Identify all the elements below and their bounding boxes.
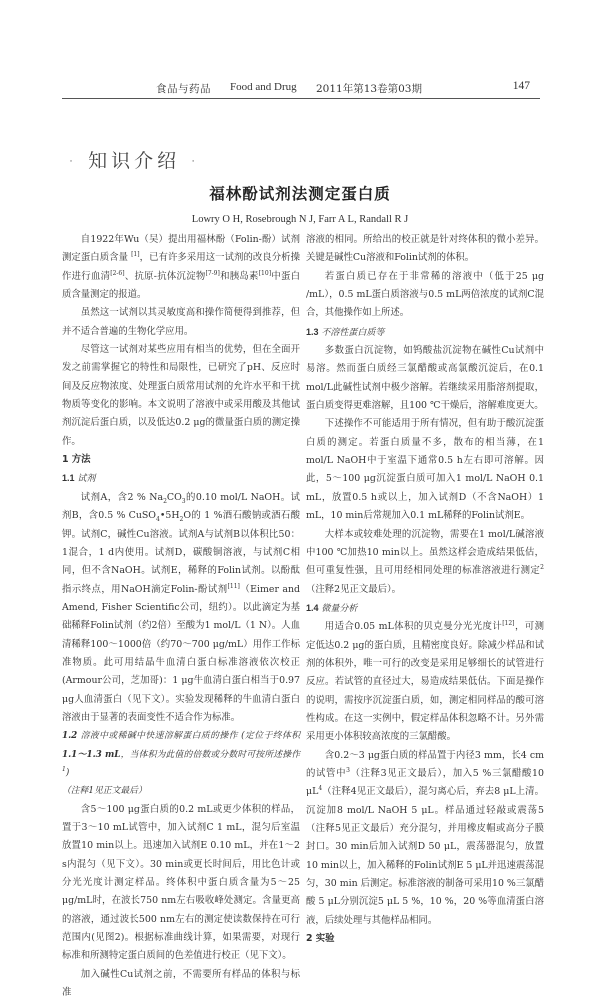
article-title: 福林酚试剂法测定蛋白质: [209, 185, 391, 203]
insoluble-paragraph-3: 大样本或较难处理的沉淀物，需要在1 mol/L碱溶液中100 ℃加热10 min以上。虽然这样会造成结果低估，但可重复性强，且可用经相同处理的标准溶液进行测定$^2$（注释2见正文最后）。: [306, 528, 544, 595]
left-column: [62, 231, 300, 1002]
running-head: [62, 76, 540, 99]
intro-paragraph-1: 自1922年Wu（吴）提出用福林酚（Folin-酚）试剂测定蛋白质含量 [1]，已有许多采用这一试剂的改良分析操作进行血清[2-6]、抗原-抗体沉淀物[7-9]和胰岛素[10]中蛋白质含量测定的报道。: [62, 234, 300, 301]
insoluble-paragraph-2: 下述操作不可能适用于所有情况，但有助于酸沉淀蛋白质的测定。若蛋白质量不多，散布的相当薄，在1 mol/L NaOH中于室温下通常0.5 h左右即可溶解。因此，5～100 μg沉淀蛋白质可加入1 mol/L NaOH 0.1 mL，放置0.5 h或以上，加入试剂D（不含NaOH）1 mL，10 min后常规加入0.1 mL稀释的Folin试剂E。: [306, 418, 544, 522]
citation: [7-9]: [205, 269, 220, 277]
dilute-solution-paragraph: 若蛋白质已存在于非常稀的溶液中（低于25 μg /mL），0.5 mL蛋白质溶液与0.5 mL两倍浓度的试剂C混合，其他操作如上所述。: [306, 270, 544, 319]
micro-paragraph-1: 用适合0.05 mL体积的贝克曼分光光度计[12]，可测定低达0.2 μg的蛋白质，且精密度良好。除减少样品和试剂的体积外，唯一可行的改变是采用足够细长的试管进行反应。若试管的直径过大，易造成结果低估。下面是操作的说明，需按序沉淀蛋白质，如，测定相同样品的酸可溶性构成。在这一实例中，假定样品体积忽略不计。另外需采用更小体积较高浓度的三氯醋酸。: [306, 620, 544, 743]
intro-paragraph-3: 尽管这一试剂对某些应用有相当的优势，但在全面开发之前需掌握它的特性和局限性，已研究了pH、反应时间及反应物浓度、处理蛋白质常用试剂的允许水平和干扰物质等变化的影响。本文说明了溶液中或采用酸及其他试剂沉淀后蛋白质，以及低达0.2 μg的微量蛋白质的测定操作。: [62, 344, 300, 447]
section-heading-1-1: 1.1 试剂: [62, 473, 96, 485]
note-ref: （注释1见正文最后）: [62, 786, 147, 797]
section-heading-1-4: 1.4 微量分析: [306, 602, 358, 614]
citation: [11]: [227, 582, 240, 590]
section-heading-1-3: 1.3 不溶性蛋白质等: [306, 326, 385, 338]
citation: [1]: [131, 251, 140, 259]
intro-paragraph-2: 虽然这一试剂以其灵敏度高和操作简便得到推荐，但并不适合普遍的生物化学应用。: [62, 307, 300, 337]
section-heading-1-2: 1.2 溶液中或稀碱中快速溶解蛋白质的操作 (定位于终体积 1.1～1.3 mL，当体积为此值的倍数或分数时可按所述操作$^1$) （注释1见正文最后）: [62, 731, 300, 797]
journal-name-en: Food and Drug: [230, 81, 297, 93]
right-column: [306, 231, 544, 948]
column-label: · 知识介绍 ·: [68, 150, 201, 172]
reagents-paragraph: 试剂A，含2 % $Na_2CO_3$的0.10 mol/L NaOH。试剂B，含0.5 % $CuSO_4•5H_2O$的 1 %酒石酸钠或酒石酸钾。试剂C，碱性Cu溶液。试剂A与试剂B以体积比50：1混合，1 d内使用。试剂D，碳酸铜溶液，与试剂C相同，但不含NaOH。试剂E，稀释的Folin试剂。以酚酞指示终点，用NaOH滴定Folin-酚试剂[11]（Eimer and Amend, Fisher Scientific公司，纽约）。以此滴定为基础稀释Folin试剂（约2倍）至酸为1 mol/L（1 N）。人血清稀释100～1000倍（约70～700 μg/mL）用作工作标准物质。此可用结晶牛血清白蛋白标准溶液依次校正(Armour公司，芝加哥)：1 μg牛血清白蛋白相当于0.97 μg人血清蛋白（见下文）。实验发现稀释的牛血清白蛋白溶液由于显著的表面变性不适合作为标准。: [62, 491, 300, 723]
micro-paragraph-2: 含0.2～3 μg蛋白质的样品置于内径3 mm，长4 cm的试管中$^3$（注释3见正文最后），加入5 %三氯醋酸10 $\mu L^4$（注释4见正文最后），混匀离心后，弃去8 μL上清。沉淀加8 mol/L NaOH 5 μL。样品通过轻敲或震荡5（注释5见正文最后）充分混匀，并用橡皮帽或高分子膜封口。30 min后加入试剂D 50 μL，震荡器混匀，放置10 min以上，加入稀释的Folin试剂E 5 μL并迅速震荡混匀，30 min 后测定。标准溶液的制备可采用10 %三氯醋酸 5 μL分别沉淀5 μL 5 %，10 %，20 %等血清蛋白溶液，后续处理与其他样品相同。: [306, 749, 544, 926]
journal-name-cn: 食品与药品: [156, 83, 211, 95]
citation: [12]: [502, 620, 515, 628]
article-authors: Lowry O H, Rosebrough N J, Farr A L, Randall R J: [191, 214, 409, 225]
procedure-paragraph-2: 加入碱性Cu试剂之前，不需要所有样品的体积与标准: [62, 968, 300, 999]
citation: [2-6]: [110, 269, 125, 277]
continued-paragraph: 溶液的相同。所给出的校正就是针对终体积的微小差异。关键是碱性Cu溶液和Folin试剂的体积。: [306, 234, 544, 264]
section-heading-1: 1 方法: [62, 454, 91, 466]
insoluble-paragraph-1: 多数蛋白沉淀物，如钨酸盐沉淀物在碱性Cu试剂中易溶。然而蛋白质经三氯醋酸或高氯酸沉淀后，在0.1 mol/L此碱性试剂中极少溶解。若继续采用脂溶剂提取，蛋白质变得更难溶解，且100 ℃干燥后，溶解难度更大。: [306, 345, 544, 412]
section-heading-2: 2 实验: [306, 933, 335, 945]
citation: [10]: [258, 269, 272, 277]
page-number: 147: [512, 80, 530, 92]
issue-info: 2011年第13卷第03期: [316, 83, 422, 95]
procedure-paragraph-1: 含5～100 μg蛋白质的0.2 mL或更少体积的样品，置于3～10 mL试管中，加入试剂C 1 mL，混匀后室温放置10 min以上。迅速加入试剂E 0.10 mL，并在1～2 s内混匀（见下文）。30 min或更长时间后，用比色计或分光光度计测定样品。终体积中蛋白质含量为5～25 μg/mL时，在波长750 nm左右吸收峰处测定。含量更高的溶液，通过波长500 nm左右的测定使读数保持在可行范围内(见图2)。根据标准曲线计算，如果需要，对现行标准和所测特定蛋白质间的色差值进行校正（见下文）。: [62, 803, 300, 962]
